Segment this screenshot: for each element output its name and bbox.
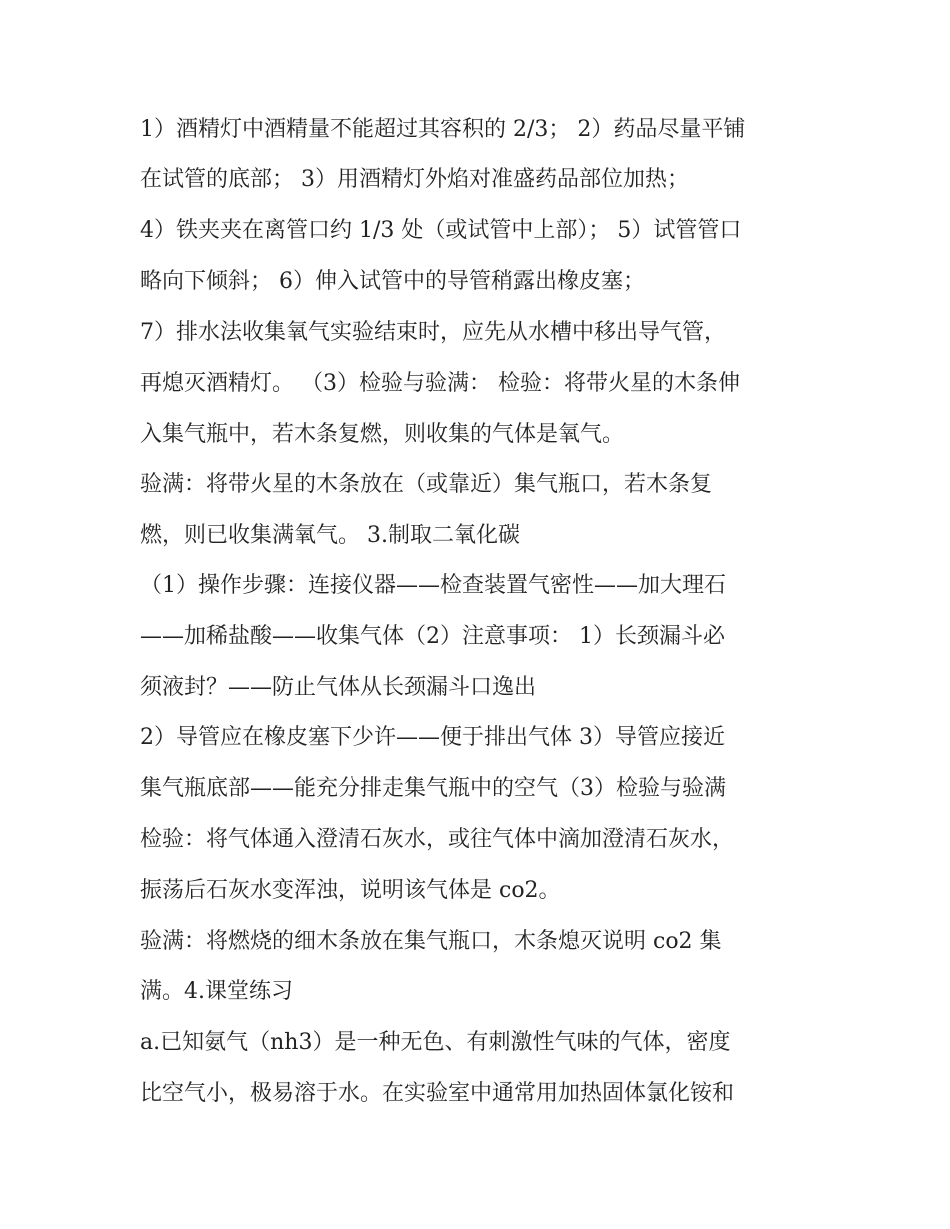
text-line-13: 2）导管应在橡皮塞下少许——便于排出气体 3）导管应接近 xyxy=(140,725,725,750)
text-line-17: 验满：将燃烧的细木条放在集气瓶口，木条熄灭说明 co2 集 xyxy=(140,929,722,954)
text-line-15: 检验：将气体通入澄清石灰水，或往气体中滴加澄清石灰水， xyxy=(140,827,735,852)
text-line-4: 略向下倾斜； 6）伸入试管中的导管稍露出橡皮塞； xyxy=(140,269,645,294)
text-line-7: 入集气瓶中，若木条复燃，则收集的气体是氧气。 xyxy=(140,422,625,447)
text-line-9: 燃，则已收集满氧气。 3.制取二氧化碳 xyxy=(140,523,520,548)
text-line-20: 比空气小，极易溶于水。在实验室中通常用加热固体氯化铵和 xyxy=(140,1081,735,1106)
text-line-2: 在试管的底部； 3）用酒精灯外焰对准盛药品部位加热； xyxy=(140,167,689,192)
text-line-1: 1）酒精灯中酒精量不能超过其容积的 2/3； 2）药品尽量平铺 xyxy=(140,117,746,142)
text-line-5: 7）排水法收集氧气实验结束时，应先从水槽中移出导气管， xyxy=(140,320,726,345)
text-line-14: 集气瓶底部——能充分排走集气瓶中的空气（3）检验与验满 xyxy=(140,776,726,801)
text-line-12: 须液封？——防止气体从长颈漏斗口逸出 xyxy=(140,675,537,700)
text-line-6: 再熄灭酒精灯。 （3）检验与验满： 检验：将带火星的木条伸 xyxy=(140,371,740,396)
text-line-8: 验满：将带火星的木条放在（或靠近）集气瓶口，若木条复 xyxy=(140,472,713,497)
text-line-3: 4）铁夹夹在离管口约 1/3 处（或试管中上部）； 5）试管管口 xyxy=(140,218,742,243)
text-line-19: a.已知氨气（nh3）是一种无色、有刺激性气味的气体，密度 xyxy=(140,1030,731,1055)
text-line-18: 满。4.课堂练习 xyxy=(140,979,293,1004)
text-line-11: ——加稀盐酸——收集气体（2）注意事项： 1）长颈漏斗必 xyxy=(140,624,725,649)
text-line-10: （1）操作步骤：连接仪器——检查装置气密性——加大理石 xyxy=(140,573,726,598)
text-line-16: 振荡后石灰水变浑浊，说明该气体是 co2。 xyxy=(140,878,561,903)
